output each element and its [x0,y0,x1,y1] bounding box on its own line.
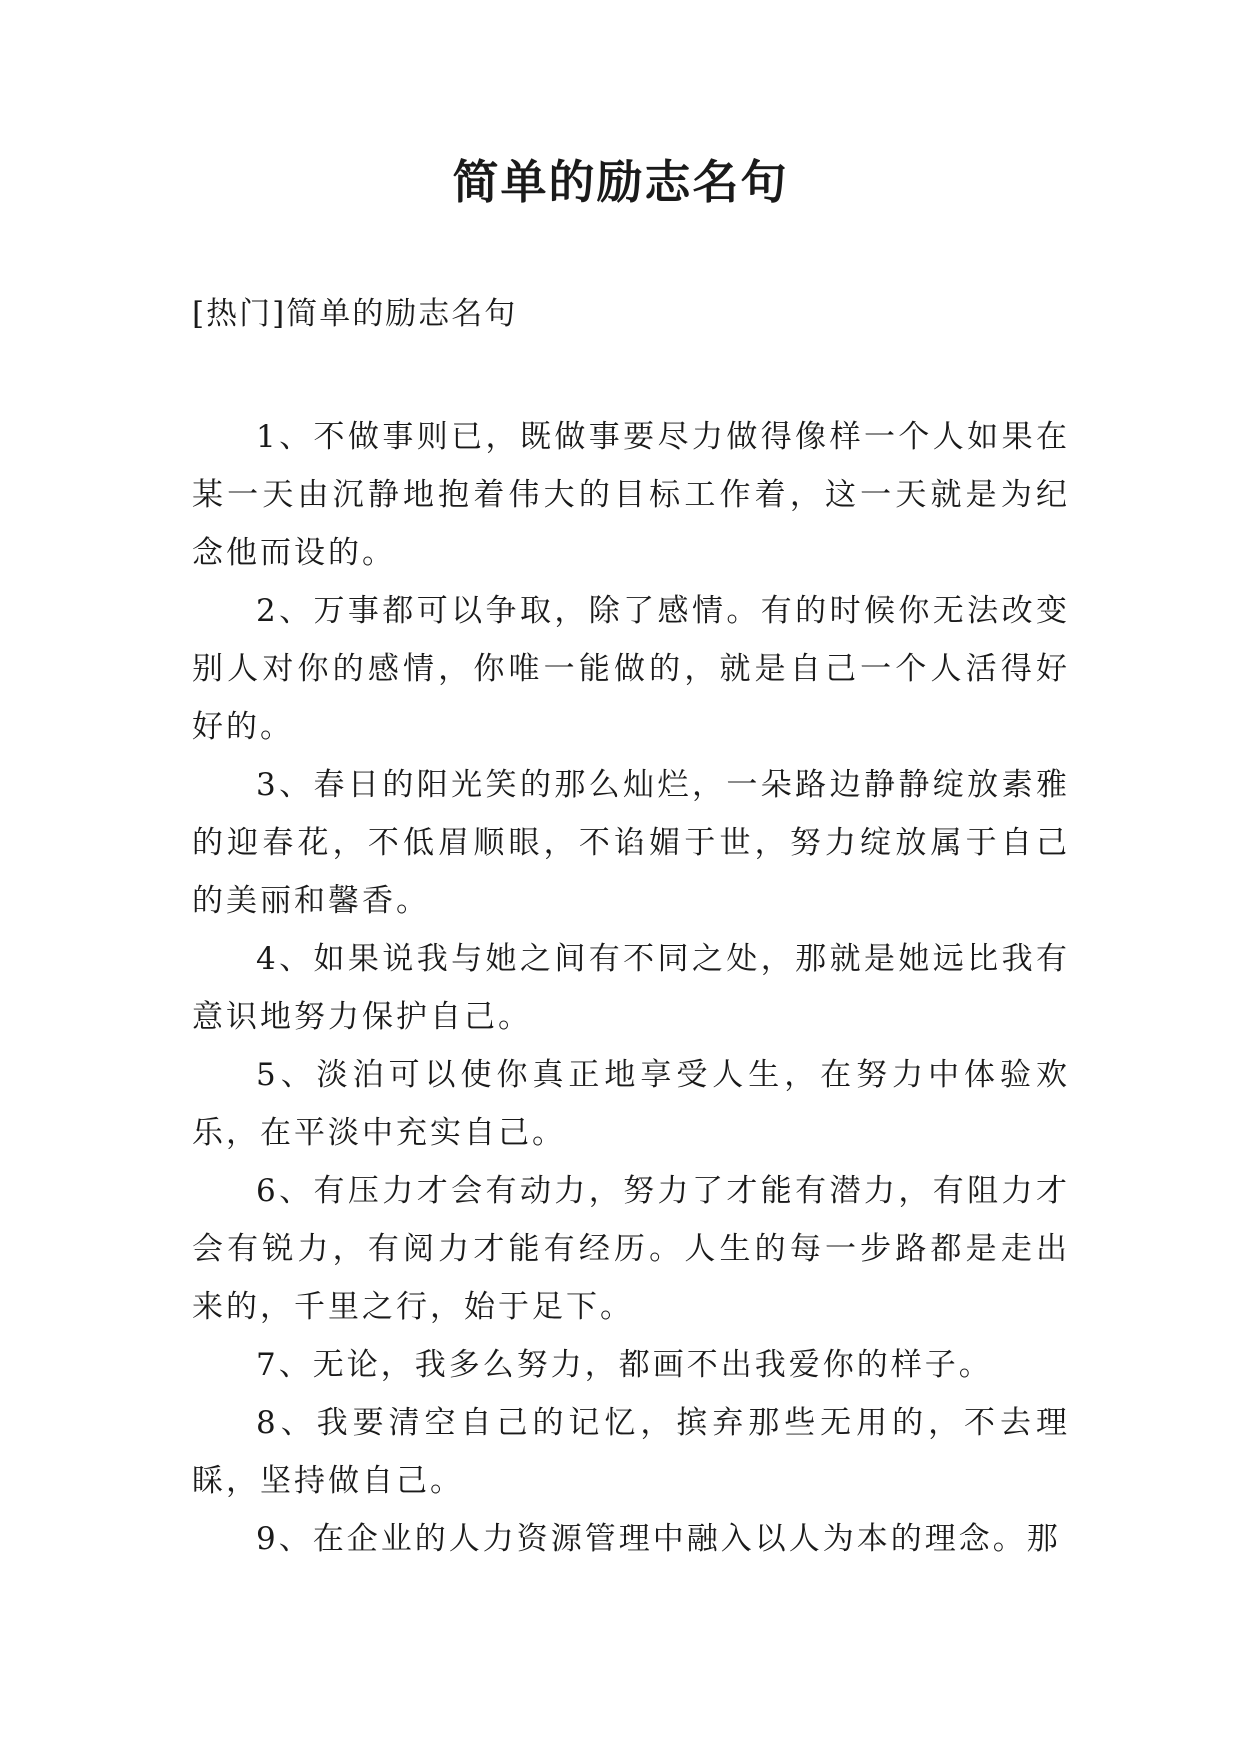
document-title: 简单的励志名句 [452,155,789,209]
paragraph-5: 5、淡泊可以使你真正地享受人生，在努力中体验欢乐，在平淡中充实自己。 [192,1057,1070,1151]
paragraph-4: 4、如果说我与她之间有不同之处，那就是她远比我有意识地努力保护自己。 [192,941,1070,1035]
paragraph-3: 3、春日的阳光笑的那么灿烂，一朵路边静静绽放素雅的迎春花，不低眉顺眼，不谄媚于世，努力绽放属于自己的美丽和馨香。 [192,767,1070,919]
paragraph-1: 1、不做事则已，既做事要尽力做得像样一个人如果在某一天由沉静地抱着伟大的目标工作着，这一天就是为纪念他而设的。 [192,419,1070,571]
document-subtitle: [热门]简单的励志名句 [192,296,518,332]
paragraph-2: 2、万事都可以争取，除了感情。有的时候你无法改变别人对你的感情，你唯一能做的，就是自己一个人活得好好的。 [192,593,1070,745]
document-body [192,408,1070,1568]
paragraph-6: 6、有压力才会有动力，努力了才能有潜力，有阻力才会有锐力，有阅力才能有经历。人生的每一步路都是走出来的，千里之行，始于足下。 [192,1173,1070,1325]
paragraph-7: 7、无论，我多么努力，都画不出我爱你的样子。 [256,1347,993,1383]
paragraph-9: 9、在企业的人力资源管理中融入以人为本的理念。那 [256,1521,1061,1557]
paragraph-8: 8、我要清空自己的记忆，摈弃那些无用的，不去理睬，坚持做自己。 [192,1405,1070,1499]
